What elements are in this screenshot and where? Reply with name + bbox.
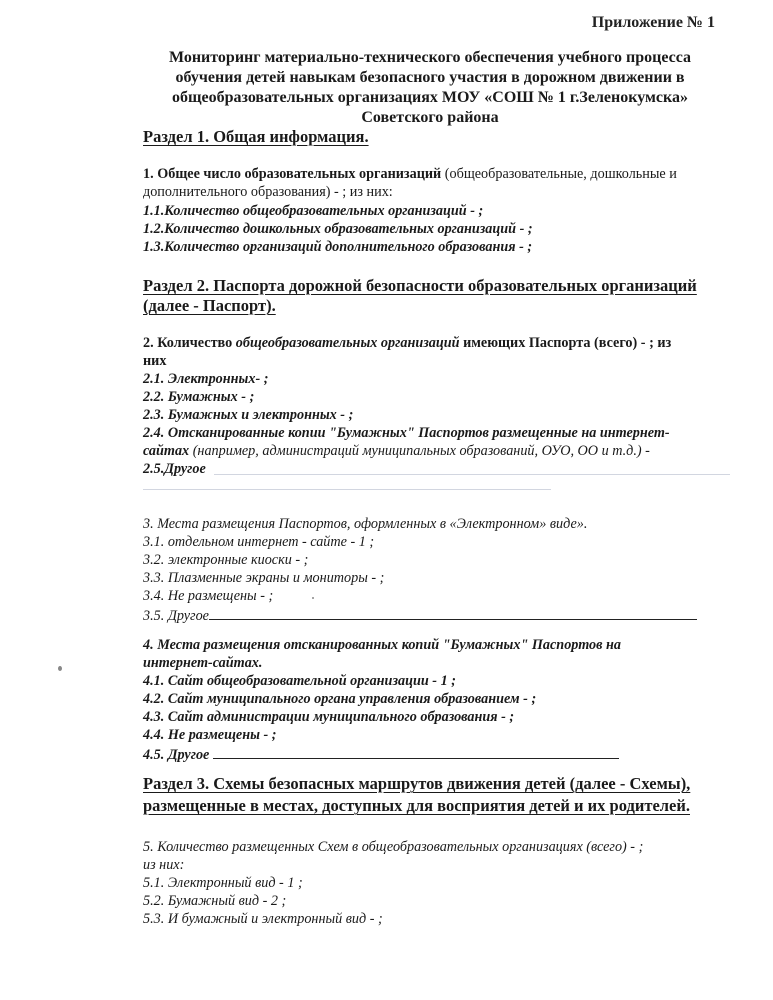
item-4-5-blank [213, 744, 619, 759]
item-4-3: 4.3. Сайт администрации муниципального образования - ; [143, 709, 515, 725]
section-3-heading-line-1: Раздел 3. Схемы безопасных маршрутов движения детей (далее - Схемы), [143, 774, 691, 793]
title-line-3: общеобразовательных организациях МОУ «СОШ № 1 г.Зеленокумска» [171, 89, 688, 106]
item-2-5-blank-line [214, 474, 730, 475]
item-4-2: 4.2. Сайт муниципального органа управления образованием - ; [143, 691, 537, 707]
question-2-line-2: них [143, 353, 167, 369]
question-2-part-b: общеобразовательных организаций [235, 335, 460, 351]
section-1-heading: Раздел 1. Общая информация. [143, 127, 369, 146]
item-2-2: 2.2. Бумажных - ; [143, 389, 255, 405]
item-5-3: 5.3. И бумажный и электронный вид - ; [143, 911, 383, 927]
item-2-5-blank-line-2 [143, 489, 551, 490]
scan-speck [312, 597, 314, 599]
item-4-5 [143, 744, 619, 764]
question-5-line-2: из них: [143, 857, 185, 873]
item-1-1: 1.1.Количество общеобразовательных организаций - ; [143, 203, 484, 219]
section-2-heading-line-2: (далее - Паспорт). [143, 296, 276, 315]
item-5-1: 5.1. Электронный вид - 1 ; [143, 875, 303, 891]
question-4-heading-line-1: 4. Места размещения отсканированных копий "Бумажных" Паспортов на [143, 637, 621, 653]
title-line-4: Советского района [361, 109, 499, 126]
item-2-3: 2.3. Бумажных и электронных - ; [143, 407, 354, 423]
item-4-5-label: 4.5. Другое [143, 747, 213, 763]
question-3-heading: 3. Места размещения Паспортов, оформленных в «Электронном» виде». [143, 516, 588, 532]
appendix-label: Приложение № 1 [591, 14, 715, 31]
item-3-5-blank [209, 605, 697, 620]
item-3-5-label: 3.5. Другое [143, 608, 209, 624]
item-4-1: 4.1. Сайт общеобразовательной организации - 1 ; [143, 673, 456, 689]
question-4-heading-line-2: интернет-сайтах. [143, 655, 263, 671]
item-2-5: 2.5.Другое [143, 461, 206, 477]
item-3-4: 3.4. Не размещены - ; [143, 588, 274, 604]
question-2-part-c: имеющих Паспорта (всего) - ; из [459, 335, 672, 351]
item-2-4-rest: (например, администраций муниципальных образований, ОУО, ОО и т.д.) - [189, 443, 650, 459]
item-3-1: 3.1. отдельном интернет - сайте - 1 ; [143, 534, 375, 550]
item-1-2: 1.2.Количество дошкольных образовательных организаций - ; [143, 221, 533, 237]
question-2 [143, 334, 671, 352]
question-1-normal: (общеобразовательные, дошкольные и [441, 166, 677, 182]
document-title [140, 48, 720, 128]
item-3-3: 3.3. Плазменные экраны и мониторы - ; [143, 570, 385, 586]
section-3-heading-line-2: размещенные в местах, доступных для восприятия детей и их родителей. [143, 796, 690, 815]
item-3-5 [143, 605, 697, 625]
question-1 [143, 165, 677, 183]
item-2-4-line-1: 2.4. Отсканированные копии "Бумажных" Паспортов размещенные на интернет- [143, 425, 670, 441]
question-2-part-a: 2. Количество [143, 335, 236, 351]
item-5-2: 5.2. Бумажный вид - 2 ; [143, 893, 287, 909]
item-2-4-bold: сайтах [143, 443, 190, 459]
item-4-4: 4.4. Не размещены - ; [143, 727, 277, 743]
item-3-2: 3.2. электронные киоски - ; [143, 552, 309, 568]
item-1-3: 1.3.Количество организаций дополнительного образования - ; [143, 239, 533, 255]
item-2-1: 2.1. Электронных- ; [143, 371, 269, 387]
item-2-4-line-2 [143, 442, 650, 460]
title-line-2: обучения детей навыкам безопасного участия в дорожном движении в [175, 69, 685, 86]
section-2-heading-line-1: Раздел 2. Паспорта дорожной безопасности образовательных организаций [143, 276, 697, 295]
title-line-1: Мониторинг материально-технического обеспечения учебного процесса [168, 49, 692, 66]
question-1-bold: 1. Общее число образовательных организаций [143, 166, 442, 182]
question-5-line-1: 5. Количество размещенных Схем в общеобразовательных организациях (всего) - ; [143, 839, 644, 855]
scan-speck [58, 666, 62, 671]
question-1-line-2: дополнительного образования) - ; из них: [143, 184, 393, 200]
